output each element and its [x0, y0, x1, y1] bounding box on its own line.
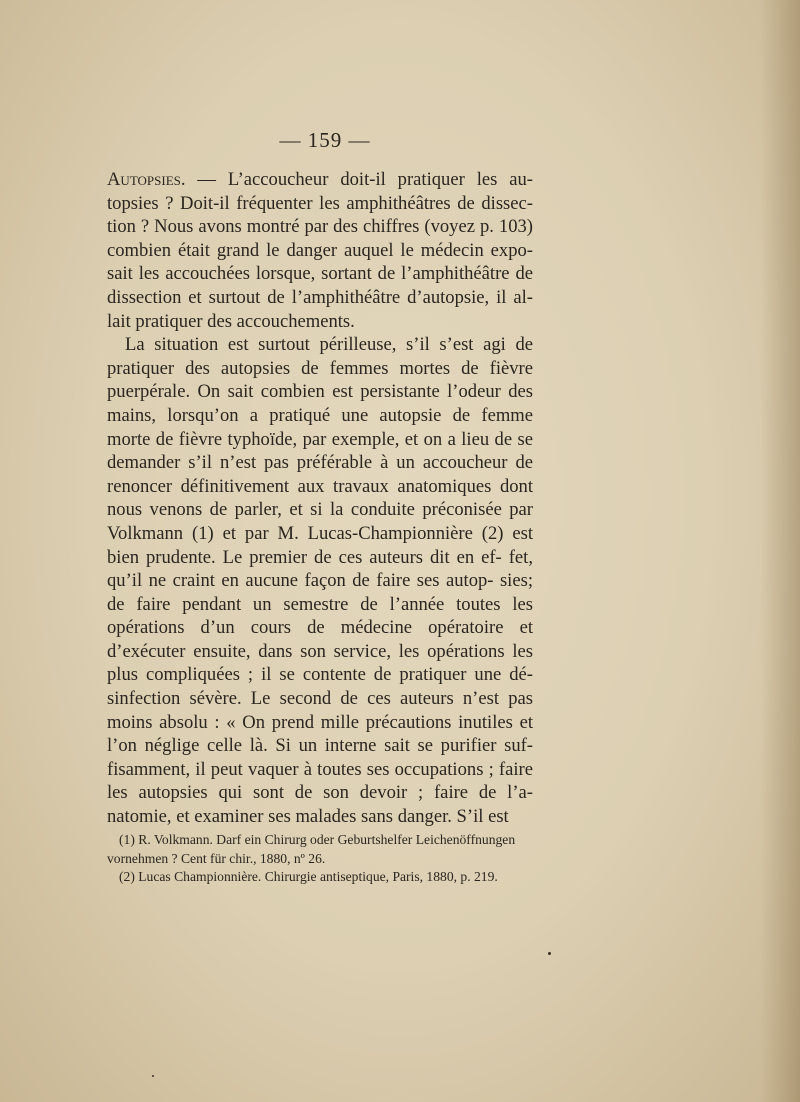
page-number: — 159 — [279, 128, 371, 152]
body-text [107, 168, 533, 829]
footnote-1: (1) R. Volkmann. Darf ein Chirurg oder Geburtshelfer Leichenöffnungen vornehmen ? Cent für chir., 1880, nº 26. [107, 832, 516, 866]
footnote-2: (2) Lucas Championnière. Chirurgie antiseptique, Paris, 1880, p. 219. [119, 869, 498, 884]
paragraph-text: — L’accoucheur doit-il pratiquer les au- topsies ? Doit-il fréquenter les amphithéâtres de dissec- tion ? Nous avons montré par des chiffres (voyez p. 103) combien était grand le danger auquel le médecin expo- sait les accouchées lorsque, sortant de l’amphithéâtre de dissection et surtout de l’amphithéâtre d’autopsie, il al- lait pratiquer des accouchements. [107, 169, 533, 332]
paper-speck [152, 1075, 154, 1077]
paragraph-autopsies [107, 168, 533, 333]
paper-speck [548, 952, 551, 955]
footnotes [107, 831, 533, 887]
paragraph-situation: La situation est surtout périlleuse, s’il s’est agi de pratiquer des autopsies de femmes mortes de fièvre puerpérale. On sait combien est persistante l’odeur des mains, lorsqu’on a pratiqué une autopsie de femme morte de fièvre typhoïde, par exemple, et on a lieu de se demander s’il n’est pas préférable à un accoucheur de renoncer définitivement aux travaux anatomiques dont nous venons de parler, et si la conduite préconisée par Volkmann (1) et par M. Lucas-Championnière (2) est bien prudente. Le premier de ces auteurs dit en ef- fet, qu’il ne craint en aucune façon de faire ses autop- sies; de faire pendant un semestre de l’année toutes les opérations d’un cours de médecine opératoire et d’exécuter ensuite, dans son service, les opérations les plus compliquées ; il se contente de pratiquer une dé- sinfection sévère. Le second de ces auteurs n’est pas moins absolu : « On prend mille précautions inutiles et l’on néglige celle là. Si un interne sait se purifier suf- fisamment, il peut vaquer à toutes ses occupations ; faire les autopsies qui sont de son devoir ; faire de l’a- natomie, et examiner ses malades sans danger. S’il est [107, 334, 533, 828]
section-lead: Autopsies. [107, 169, 186, 190]
page-edge-shadow [760, 0, 800, 1102]
